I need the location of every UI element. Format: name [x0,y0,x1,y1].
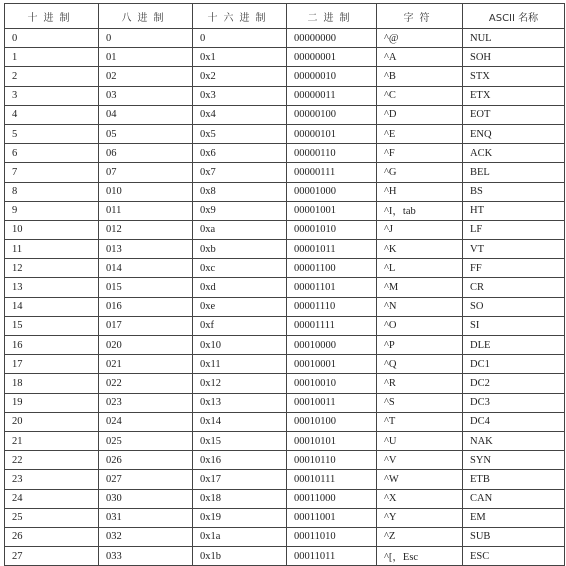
cell-ascii-name: ETX [463,86,565,105]
cell-octal: 027 [99,470,193,489]
cell-ascii-name: LF [463,220,565,239]
cell-decimal: 20 [5,412,99,431]
cell-hex: 0x5 [193,124,287,143]
cell-hex: 0x13 [193,393,287,412]
cell-decimal: 11 [5,240,99,259]
cell-char: ^U [377,431,463,450]
table-row [5,470,565,489]
cell-octal: 025 [99,431,193,450]
cell-ascii-name: SUB [463,527,565,546]
table-row [5,48,565,67]
cell-decimal: 9 [5,201,99,220]
cell-hex: 0x7 [193,163,287,182]
cell-decimal: 2 [5,67,99,86]
cell-binary: 00000000 [287,29,377,48]
cell-octal: 013 [99,240,193,259]
cell-binary: 00001101 [287,278,377,297]
cell-char: ^K [377,240,463,259]
cell-octal: 033 [99,547,193,566]
cell-char: ^T [377,412,463,431]
table-row [5,297,565,316]
cell-decimal: 21 [5,431,99,450]
cell-char: ^H [377,182,463,201]
cell-char: ^E [377,124,463,143]
cell-hex: 0x6 [193,144,287,163]
cell-ascii-name: CAN [463,489,565,508]
cell-binary: 00001100 [287,259,377,278]
cell-hex: 0x4 [193,105,287,124]
header-binary: 二进制 [287,4,377,29]
cell-ascii-name: SO [463,297,565,316]
cell-hex: 0x1a [193,527,287,546]
cell-hex: 0x2 [193,67,287,86]
cell-binary: 00001111 [287,316,377,335]
cell-char: ^G [377,163,463,182]
cell-hex: 0xc [193,259,287,278]
cell-binary: 00000010 [287,67,377,86]
cell-ascii-name: NAK [463,431,565,450]
cell-hex: 0x1b [193,547,287,566]
cell-ascii-name: DC3 [463,393,565,412]
cell-binary: 00011010 [287,527,377,546]
cell-char: ^F [377,144,463,163]
cell-decimal: 26 [5,527,99,546]
table-row [5,336,565,355]
cell-hex: 0x18 [193,489,287,508]
cell-octal: 015 [99,278,193,297]
cell-binary: 00001000 [287,182,377,201]
cell-binary: 00010011 [287,393,377,412]
table-row [5,67,565,86]
cell-hex: 0xa [193,220,287,239]
cell-binary: 00000110 [287,144,377,163]
cell-octal: 011 [99,201,193,220]
cell-octal: 06 [99,144,193,163]
cell-hex: 0x15 [193,431,287,450]
table-row [5,393,565,412]
cell-hex: 0xb [193,240,287,259]
cell-char: ^@ [377,29,463,48]
table-row [5,182,565,201]
cell-octal: 031 [99,508,193,527]
table-row [5,527,565,546]
cell-decimal: 1 [5,48,99,67]
cell-binary: 00000111 [287,163,377,182]
cell-hex: 0x12 [193,374,287,393]
cell-hex: 0x8 [193,182,287,201]
cell-octal: 032 [99,527,193,546]
cell-decimal: 24 [5,489,99,508]
cell-char: ^O [377,316,463,335]
cell-hex: 0x9 [193,201,287,220]
cell-ascii-name: EM [463,508,565,527]
header-row [5,4,565,29]
header-ascii-name: ASCII 名称 [463,4,565,29]
table-row [5,278,565,297]
cell-ascii-name: SI [463,316,565,335]
cell-ascii-name: BEL [463,163,565,182]
cell-binary: 00011011 [287,547,377,566]
cell-char: ^Y [377,508,463,527]
cell-binary: 00010110 [287,451,377,470]
cell-ascii-name: EOT [463,105,565,124]
cell-hex: 0x10 [193,336,287,355]
cell-hex: 0xf [193,316,287,335]
cell-octal: 021 [99,355,193,374]
header-decimal: 十进制 [5,4,99,29]
cell-hex: 0xe [193,297,287,316]
cell-binary: 00000101 [287,124,377,143]
cell-decimal: 17 [5,355,99,374]
cell-decimal: 5 [5,124,99,143]
cell-octal: 020 [99,336,193,355]
cell-decimal: 12 [5,259,99,278]
ascii-table-container [4,3,564,566]
cell-octal: 03 [99,86,193,105]
cell-decimal: 4 [5,105,99,124]
cell-decimal: 8 [5,182,99,201]
cell-binary: 00000100 [287,105,377,124]
table-row [5,240,565,259]
cell-hex: 0x17 [193,470,287,489]
cell-char: ^L [377,259,463,278]
cell-char: ^P [377,336,463,355]
cell-octal: 023 [99,393,193,412]
table-row [5,489,565,508]
cell-char: ^M [377,278,463,297]
cell-ascii-name: ETB [463,470,565,489]
ascii-table [4,3,565,566]
cell-ascii-name: DC1 [463,355,565,374]
cell-decimal: 13 [5,278,99,297]
cell-ascii-name: ESC [463,547,565,566]
cell-char: ^V [377,451,463,470]
table-row [5,124,565,143]
cell-binary: 00001001 [287,201,377,220]
cell-binary: 00010000 [287,336,377,355]
table-row [5,105,565,124]
cell-binary: 00001110 [287,297,377,316]
cell-char: ^D [377,105,463,124]
cell-ascii-name: ACK [463,144,565,163]
cell-ascii-name: SOH [463,48,565,67]
cell-decimal: 6 [5,144,99,163]
cell-hex: 0x14 [193,412,287,431]
table-header [5,4,565,29]
cell-char: ^[，Esc [377,547,463,566]
cell-hex: 0x3 [193,86,287,105]
cell-decimal: 15 [5,316,99,335]
cell-octal: 014 [99,259,193,278]
cell-binary: 00011001 [287,508,377,527]
cell-ascii-name: VT [463,240,565,259]
cell-decimal: 18 [5,374,99,393]
cell-octal: 017 [99,316,193,335]
cell-char: ^A [377,48,463,67]
cell-binary: 00010111 [287,470,377,489]
cell-decimal: 19 [5,393,99,412]
cell-decimal: 25 [5,508,99,527]
table-row [5,412,565,431]
cell-hex: 0x16 [193,451,287,470]
table-row [5,163,565,182]
cell-decimal: 22 [5,451,99,470]
cell-hex: 0x19 [193,508,287,527]
cell-octal: 0 [99,29,193,48]
cell-ascii-name: DC2 [463,374,565,393]
table-row [5,431,565,450]
cell-char: ^W [377,470,463,489]
cell-ascii-name: ENQ [463,124,565,143]
cell-ascii-name: NUL [463,29,565,48]
table-row [5,201,565,220]
cell-char: ^I，tab [377,201,463,220]
cell-octal: 04 [99,105,193,124]
table-row [5,259,565,278]
cell-char: ^Z [377,527,463,546]
table-row [5,451,565,470]
cell-binary: 00001010 [287,220,377,239]
table-row [5,29,565,48]
cell-char: ^Q [377,355,463,374]
cell-octal: 026 [99,451,193,470]
cell-decimal: 0 [5,29,99,48]
cell-hex: 0xd [193,278,287,297]
cell-ascii-name: BS [463,182,565,201]
cell-binary: 00011000 [287,489,377,508]
cell-char: ^B [377,67,463,86]
cell-ascii-name: DC4 [463,412,565,431]
cell-binary: 00010001 [287,355,377,374]
cell-binary: 00010100 [287,412,377,431]
cell-decimal: 10 [5,220,99,239]
cell-binary: 00000001 [287,48,377,67]
cell-octal: 010 [99,182,193,201]
cell-ascii-name: FF [463,259,565,278]
cell-octal: 012 [99,220,193,239]
cell-char: ^C [377,86,463,105]
cell-octal: 05 [99,124,193,143]
cell-decimal: 23 [5,470,99,489]
cell-decimal: 16 [5,336,99,355]
cell-ascii-name: HT [463,201,565,220]
cell-ascii-name: CR [463,278,565,297]
header-hex: 十六进制 [193,4,287,29]
table-row [5,220,565,239]
table-row [5,144,565,163]
cell-char: ^X [377,489,463,508]
table-row [5,374,565,393]
cell-char: ^R [377,374,463,393]
cell-ascii-name: SYN [463,451,565,470]
table-row [5,316,565,335]
cell-decimal: 14 [5,297,99,316]
cell-char: ^S [377,393,463,412]
cell-binary: 00000011 [287,86,377,105]
table-row [5,86,565,105]
cell-octal: 030 [99,489,193,508]
cell-octal: 07 [99,163,193,182]
cell-decimal: 27 [5,547,99,566]
cell-octal: 016 [99,297,193,316]
cell-octal: 02 [99,67,193,86]
table-row [5,508,565,527]
cell-hex: 0x1 [193,48,287,67]
cell-binary: 00001011 [287,240,377,259]
cell-ascii-name: DLE [463,336,565,355]
cell-octal: 024 [99,412,193,431]
header-octal: 八进制 [99,4,193,29]
table-body [5,29,565,566]
cell-hex: 0x11 [193,355,287,374]
cell-hex: 0 [193,29,287,48]
cell-decimal: 3 [5,86,99,105]
cell-octal: 01 [99,48,193,67]
cell-decimal: 7 [5,163,99,182]
header-char: 字符 [377,4,463,29]
table-row [5,355,565,374]
cell-binary: 00010010 [287,374,377,393]
cell-ascii-name: STX [463,67,565,86]
table-row [5,547,565,566]
cell-octal: 022 [99,374,193,393]
cell-char: ^J [377,220,463,239]
cell-char: ^N [377,297,463,316]
cell-binary: 00010101 [287,431,377,450]
